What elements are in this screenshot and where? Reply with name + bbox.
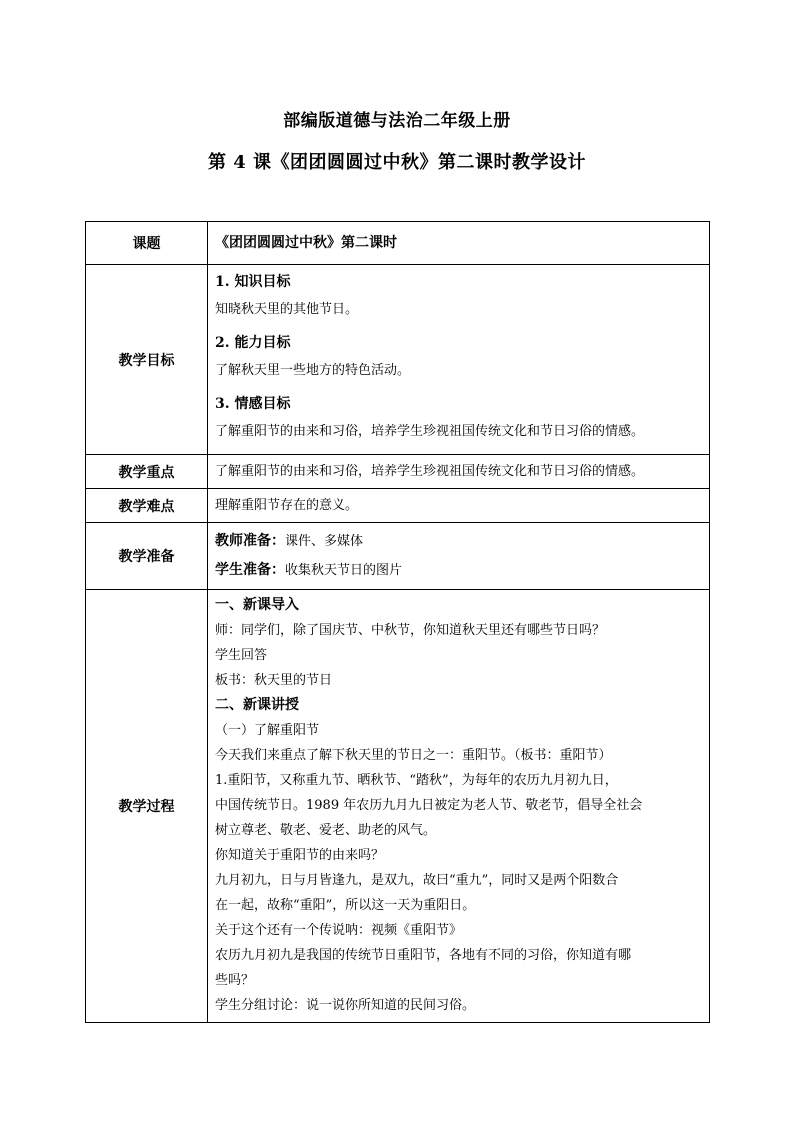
process-paragraph: 农历九月初九是我国的传统节日重阳节，各地有不同的习俗，你知道有哪 [215, 948, 632, 963]
document-title: 部编版道德与法治二年级上册 [283, 111, 511, 131]
difficulty-label: 教学难点 [86, 489, 208, 523]
process-paragraph: 板书：秋天里的节日 [215, 673, 333, 688]
process-paragraph: 今天我们来重点了解下秋天里的节日之一：重阳节。（板书：重阳节） [215, 748, 612, 763]
process-paragraph: 九月初九，日与月皆逢九，是双九，故曰“重九”，同时又是两个阳数合 [215, 873, 619, 888]
process-paragraph: 关于这个还有一个传说呐：视频《重阳节》 [215, 923, 463, 938]
key-point-value: 了解重阳节的由来和习俗，培养学生珍视祖国传统文化和节日习俗的情感。 [215, 464, 645, 479]
process-paragraph: 1.重阳节，又称重九节、晒秋节、“踏秋”，为每年的农历九月初九日， [215, 773, 618, 788]
process-paragraph: 中国传统节日。1989 年农历九月九日被定为老人节、敬老节，倡导全社会 [215, 798, 643, 813]
emotion-goal-heading: 3. 情感目标 [215, 396, 291, 412]
process-label: 教学过程 [86, 590, 208, 1023]
process-paragraph: 在一起，故称“重阳”，所以这一天为重阳日。 [215, 898, 476, 913]
section-new-lesson-teaching: 二、新课讲授 [215, 697, 299, 713]
table-row-difficulty [86, 489, 710, 523]
emotion-goal-text: 了解重阳节的由来和习俗，培养学生珍视祖国传统文化和节日习俗的情感。 [215, 424, 645, 439]
ability-goal-heading: 2. 能力目标 [215, 335, 291, 351]
table-row-topic [86, 222, 710, 265]
topic-label: 课题 [86, 222, 208, 265]
teacher-prep-label: 教师准备： [215, 533, 285, 549]
key-point-cell [208, 455, 710, 489]
process-paragraph: 些吗？ [215, 973, 255, 988]
process-cell [208, 590, 710, 1023]
lesson-plan-table [85, 221, 710, 1023]
student-prep-label: 学生准备： [215, 562, 285, 578]
preparation-cell [208, 523, 710, 590]
process-paragraph: 树立尊老、敬老、爱老、助老的风气。 [215, 823, 437, 838]
difficulty-value: 理解重阳节存在的意义。 [215, 498, 359, 513]
ability-goal-text: 了解秋天里一些地方的特色活动。 [215, 363, 411, 378]
table-row-preparation [86, 523, 710, 590]
table-row-key-point [86, 455, 710, 489]
goals-label: 教学目标 [86, 265, 208, 455]
process-paragraph: 师：同学们，除了国庆节、中秋节，你知道秋天里还有哪些节日吗？ [215, 623, 606, 638]
document-subtitle: 第 4 课《团团圆圆过中秋》第二课时教学设计 [207, 152, 587, 173]
teacher-prep-value: 课件、多媒体 [285, 534, 364, 549]
knowledge-goal-text: 知晓秋天里的其他节日。 [215, 302, 359, 317]
process-paragraph: （一）了解重阳节 [215, 723, 320, 738]
key-point-label: 教学重点 [86, 455, 208, 489]
process-paragraph: 学生分组讨论：说一说你所知道的民间习俗。 [215, 998, 476, 1013]
process-paragraph: 学生回答 [215, 648, 268, 663]
table-row-process [86, 590, 710, 1023]
section-new-lesson-intro: 一、新课导入 [215, 597, 299, 613]
table-row-goals [86, 265, 710, 455]
topic-value: 《团团圆圆过中秋》第二课时 [215, 234, 397, 251]
goals-cell [208, 265, 710, 455]
difficulty-cell [208, 489, 710, 523]
process-paragraph: 你知道关于重阳节的由来吗？ [215, 848, 385, 863]
topic-value-cell [208, 222, 710, 265]
preparation-label: 教学准备 [86, 523, 208, 590]
knowledge-goal-heading: 1. 知识目标 [215, 274, 291, 290]
student-prep-value: 收集秋天节日的图片 [285, 563, 403, 578]
